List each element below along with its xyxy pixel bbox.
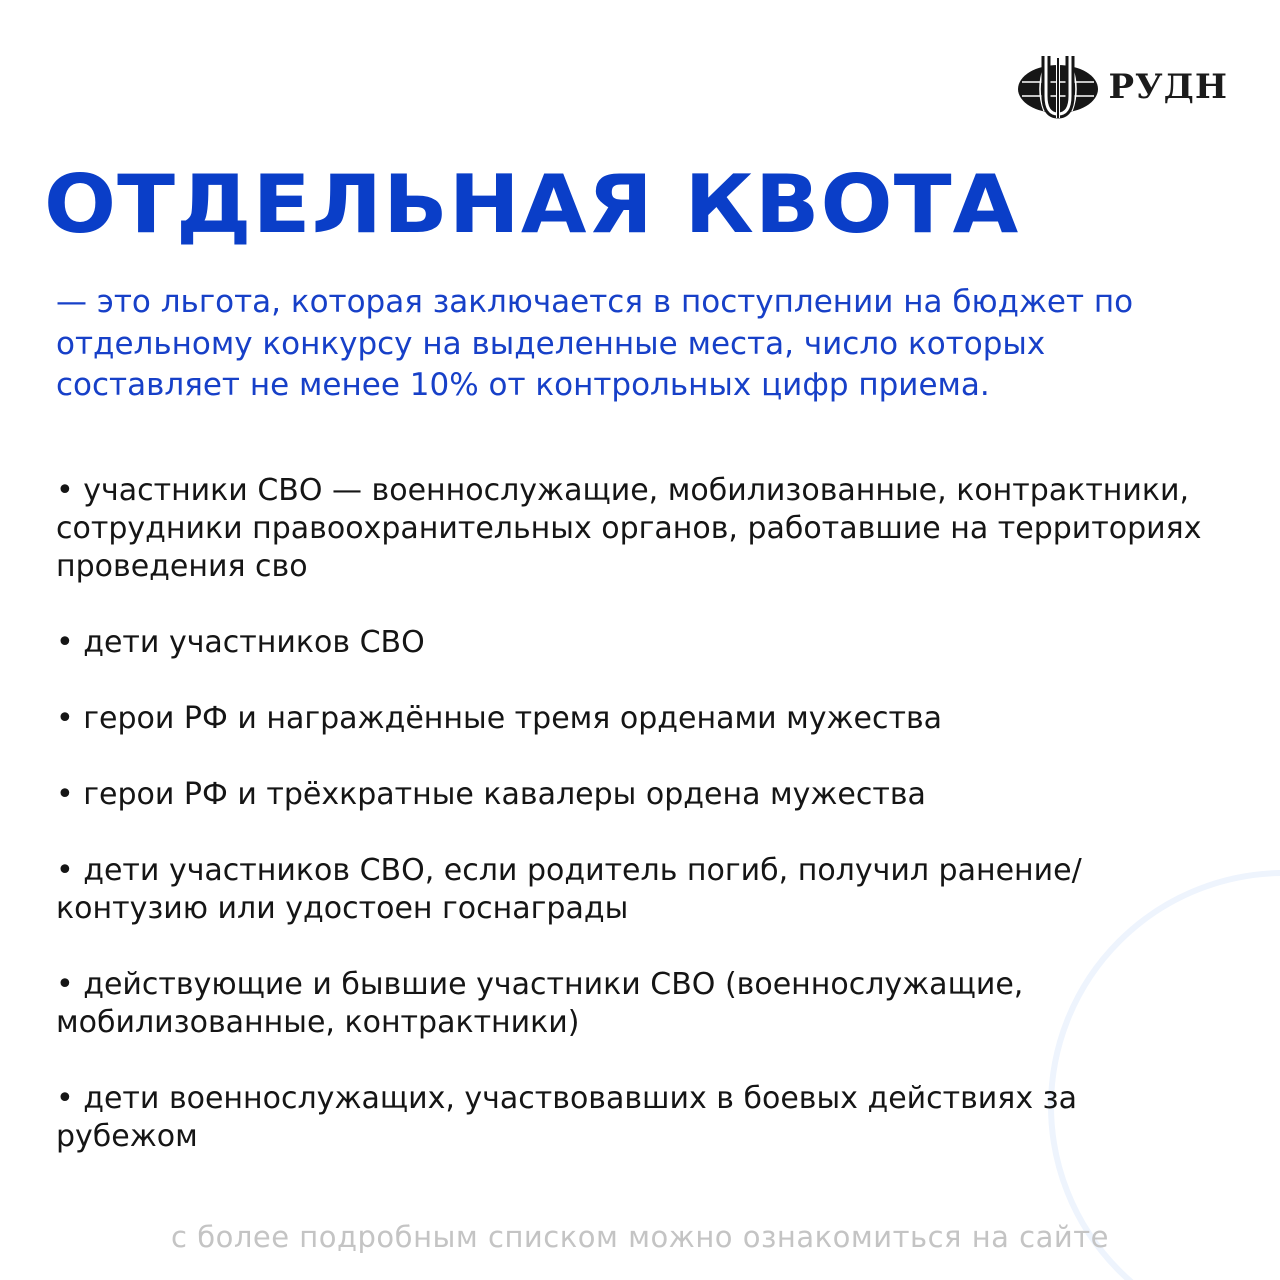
footer-note: с более подробным списком можно ознакомиться на сайте	[171, 1220, 1109, 1254]
list-item-text: • дети военнослужащих, участвовавших в боевых действиях за рубежом	[56, 1081, 1077, 1154]
list-item-text: • участники СВО — военнослужащие, мобилизованные, контрактники, сотрудники правоохранительных органов, работавшие на территориях проведения сво	[56, 473, 1202, 584]
list-item	[56, 776, 1226, 814]
list-item	[56, 472, 1226, 586]
watermark-circle	[1048, 870, 1280, 1280]
list-item	[56, 852, 1226, 928]
list-item-text: • действующие и бывшие участники СВО (военнослужащие, мобилизованные, контрактники)	[56, 967, 1024, 1040]
logo-text: РУДН	[1108, 67, 1228, 107]
list-item	[56, 700, 1226, 738]
list-item-text: • дети участников СВО, если родитель погиб, получил ранение/контузию или удостоен госнаграды	[56, 853, 1082, 926]
list-item	[56, 1080, 1226, 1156]
list-item-text: • герои РФ и трёхкратные кавалеры ордена мужества	[56, 777, 926, 812]
intro-paragraph: — это льгота, которая заключается в поступлении на бюджет по отдельному конкурсу на выделенные места, число которых составляет не менее 10% от контрольных цифр приема.	[56, 284, 1134, 403]
list-item	[56, 624, 1226, 662]
rudn-logo	[1016, 52, 1228, 122]
list-item	[56, 966, 1226, 1042]
page-title: ОТДЕЛЬНАЯ КВОТА	[44, 158, 1020, 251]
list-item-text: • дети участников СВО	[56, 625, 425, 660]
globe-emblem-icon	[1016, 52, 1100, 122]
list-item-text: • герои РФ и награждённые тремя орденами мужества	[56, 701, 943, 736]
